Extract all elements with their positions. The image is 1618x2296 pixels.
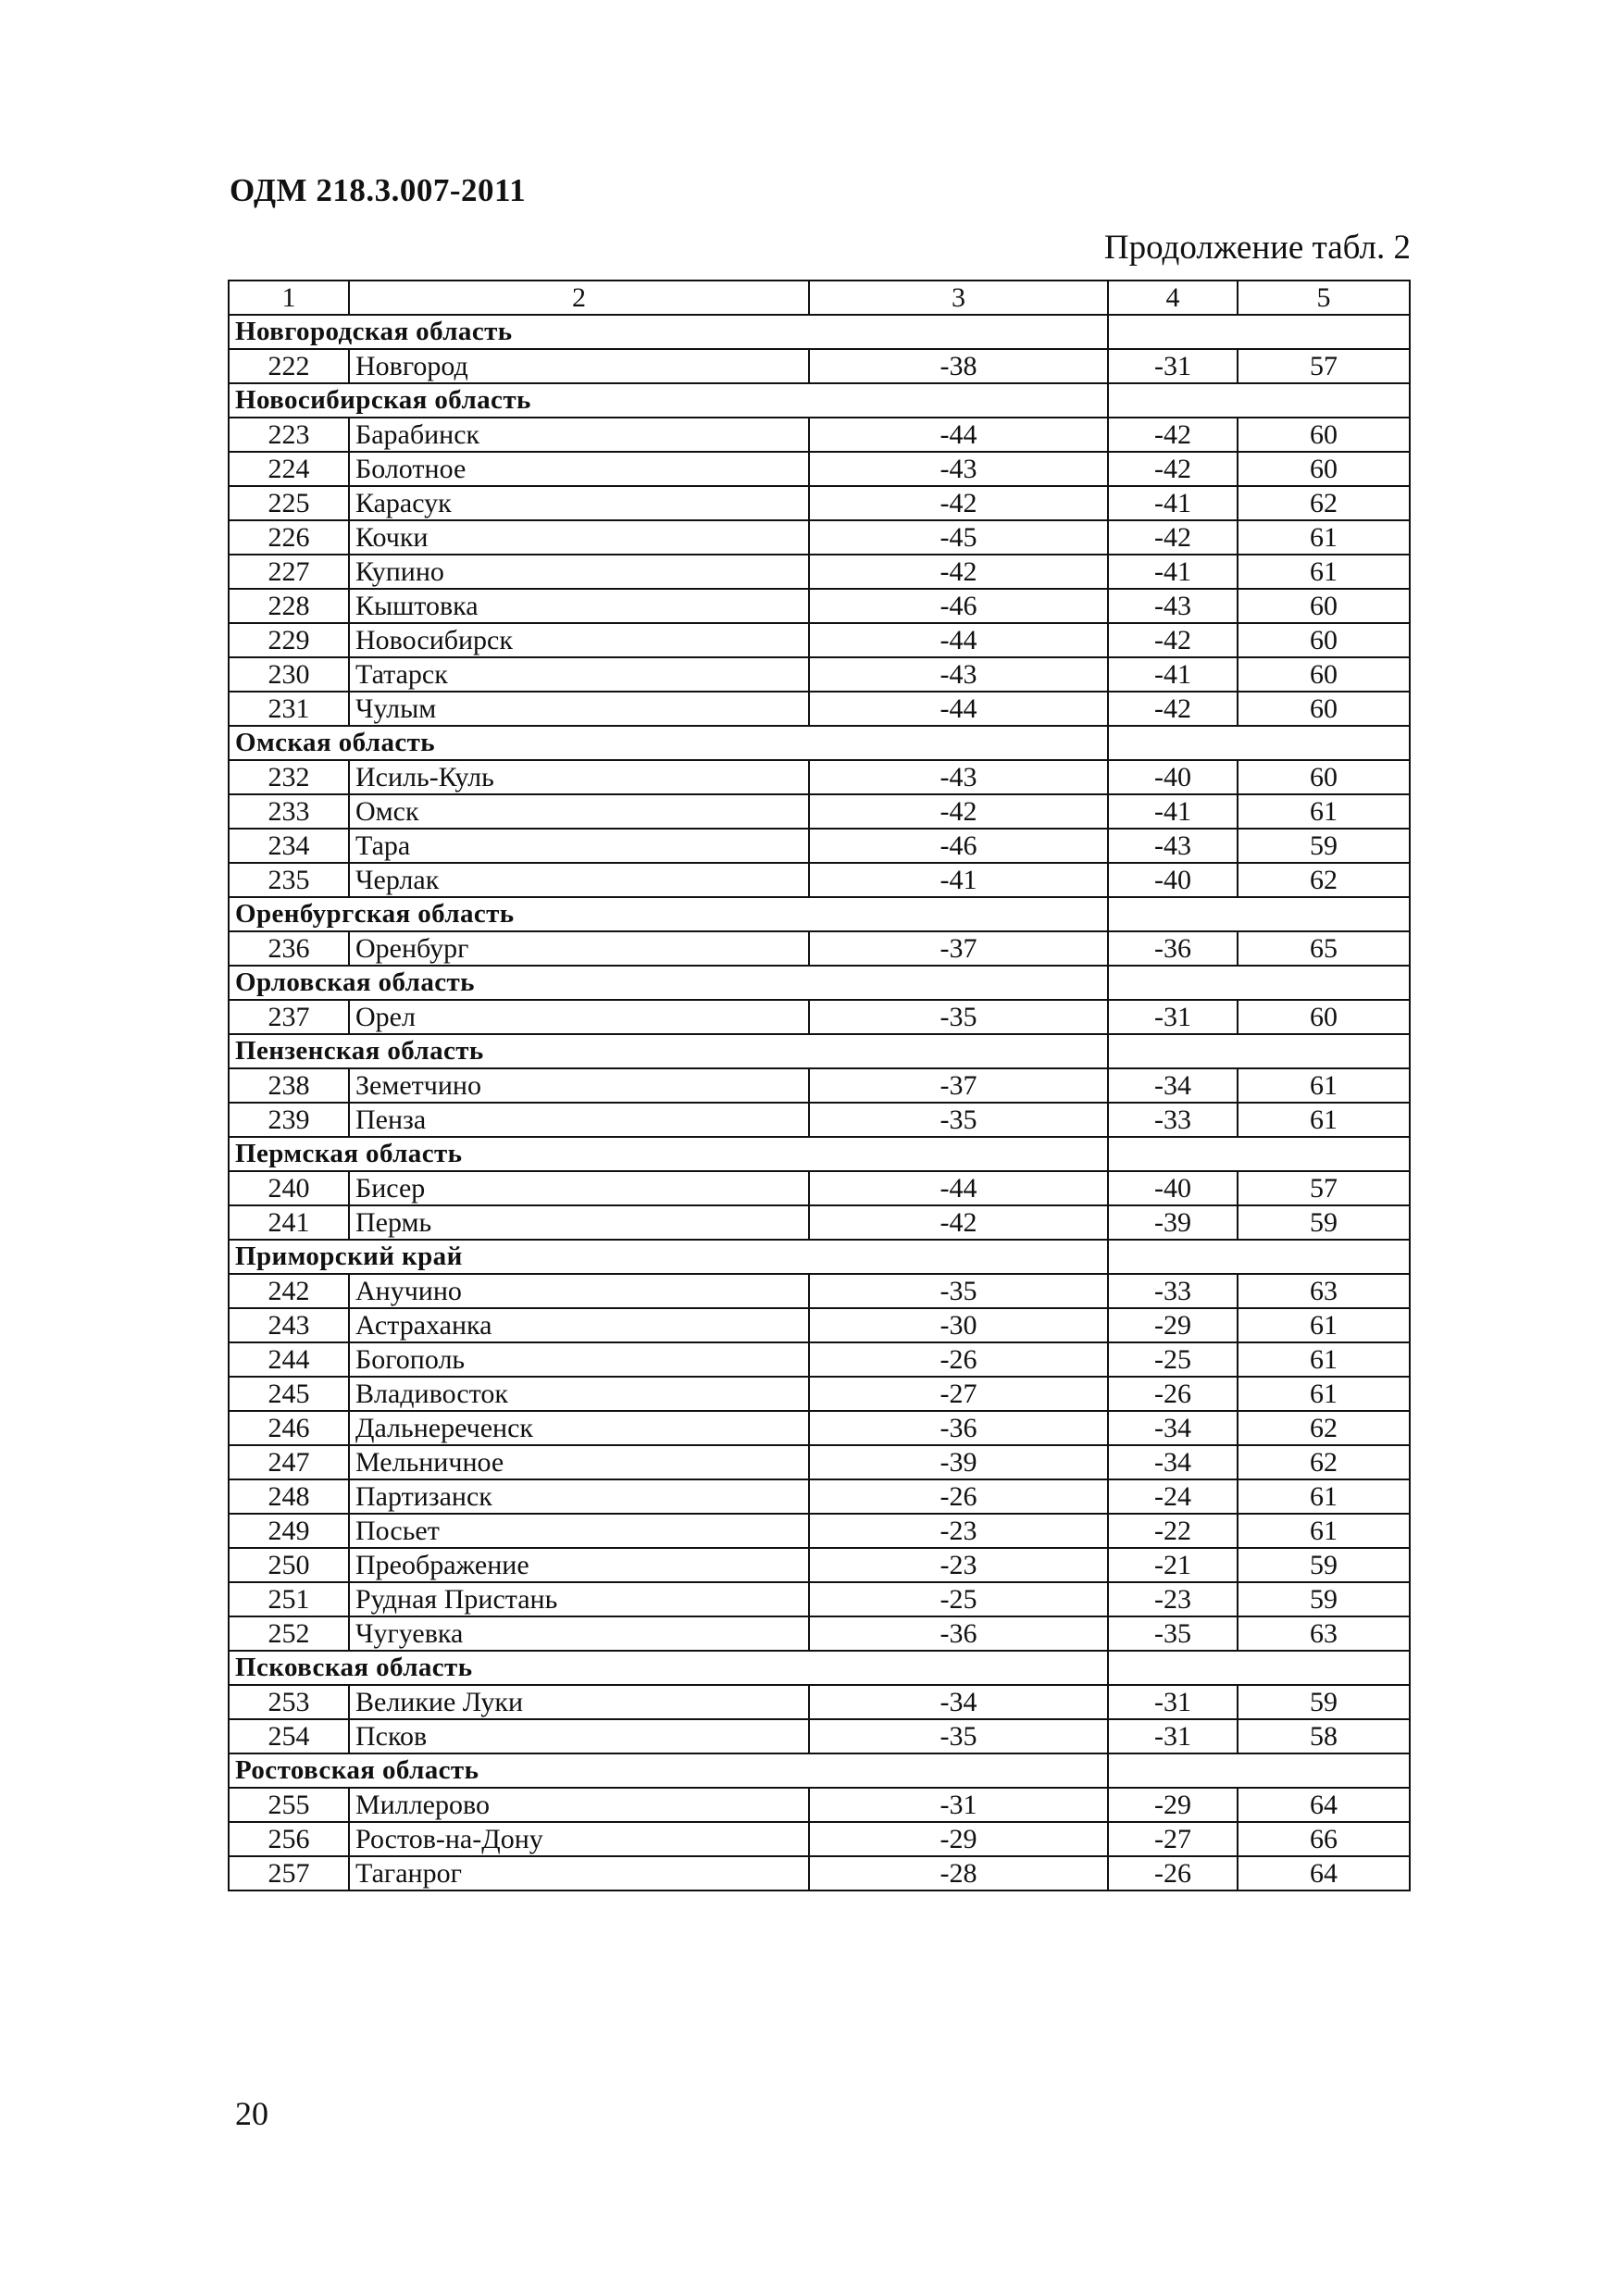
value-col5: 61: [1238, 1308, 1410, 1342]
value-col3: -30: [809, 1308, 1108, 1342]
row-number: 257: [229, 1856, 349, 1890]
table-row: [229, 1103, 1410, 1137]
region-header-row: [229, 315, 1410, 349]
value-col3: -39: [809, 1445, 1108, 1479]
value-col4: -36: [1108, 931, 1238, 966]
value-col3: -43: [809, 760, 1108, 794]
value-col4: -42: [1108, 452, 1238, 486]
region-header-row: [229, 966, 1410, 1000]
value-col3: -42: [809, 486, 1108, 520]
row-number: 252: [229, 1616, 349, 1651]
value-col5: 61: [1238, 1342, 1410, 1377]
station-name: Земетчино: [349, 1068, 809, 1103]
station-name: Таганрог: [349, 1856, 809, 1890]
column-header: 5: [1238, 281, 1410, 315]
region-header-row: [229, 726, 1410, 760]
value-col5: 61: [1238, 794, 1410, 829]
table-row: [229, 486, 1410, 520]
value-col4: -31: [1108, 1719, 1238, 1753]
value-col5: 59: [1238, 1205, 1410, 1240]
station-name: Оренбург: [349, 931, 809, 966]
table-row: [229, 1822, 1410, 1856]
row-number: 249: [229, 1514, 349, 1548]
table-row: [229, 1685, 1410, 1719]
row-number: 243: [229, 1308, 349, 1342]
station-name: Ростов-на-Дону: [349, 1822, 809, 1856]
value-col5: 60: [1238, 760, 1410, 794]
region-name: Новосибирская область: [229, 383, 1108, 418]
value-col5: 60: [1238, 589, 1410, 623]
table-row: [229, 418, 1410, 452]
region-empty-cell: [1108, 897, 1410, 931]
row-number: 246: [229, 1411, 349, 1445]
value-col4: -42: [1108, 692, 1238, 726]
value-col3: -42: [809, 794, 1108, 829]
value-col3: -36: [809, 1616, 1108, 1651]
value-col5: 57: [1238, 1171, 1410, 1205]
table-body: [229, 281, 1410, 1890]
table-row: [229, 349, 1410, 383]
value-col3: -26: [809, 1479, 1108, 1514]
region-name: Ростовская область: [229, 1753, 1108, 1788]
value-col3: -37: [809, 1068, 1108, 1103]
value-col5: 60: [1238, 418, 1410, 452]
station-name: Тара: [349, 829, 809, 863]
region-empty-cell: [1108, 1753, 1410, 1788]
value-col4: -42: [1108, 520, 1238, 555]
table-row: [229, 1582, 1410, 1616]
table-row: [229, 1788, 1410, 1822]
table-row: [229, 1548, 1410, 1582]
table-row: [229, 1616, 1410, 1651]
value-col4: -31: [1108, 1000, 1238, 1034]
value-col5: 57: [1238, 349, 1410, 383]
value-col3: -41: [809, 863, 1108, 897]
row-number: 224: [229, 452, 349, 486]
value-col5: 60: [1238, 623, 1410, 657]
station-name: Омск: [349, 794, 809, 829]
value-col3: -43: [809, 452, 1108, 486]
value-col5: 62: [1238, 1411, 1410, 1445]
value-col3: -44: [809, 418, 1108, 452]
table-row: [229, 1856, 1410, 1890]
value-col5: 61: [1238, 520, 1410, 555]
value-col5: 59: [1238, 829, 1410, 863]
value-col4: -31: [1108, 349, 1238, 383]
row-number: 228: [229, 589, 349, 623]
table-row: [229, 1171, 1410, 1205]
region-name: Псковская область: [229, 1651, 1108, 1685]
station-name: Пермь: [349, 1205, 809, 1240]
value-col3: -37: [809, 931, 1108, 966]
climate-data-table: [228, 280, 1411, 1891]
value-col4: -43: [1108, 589, 1238, 623]
table-row: [229, 555, 1410, 589]
row-number: 226: [229, 520, 349, 555]
station-name: Богополь: [349, 1342, 809, 1377]
table-row: [229, 1068, 1410, 1103]
station-name: Кочки: [349, 520, 809, 555]
row-number: 242: [229, 1274, 349, 1308]
value-col3: -28: [809, 1856, 1108, 1890]
value-col3: -42: [809, 1205, 1108, 1240]
value-col3: -46: [809, 829, 1108, 863]
region-header-row: [229, 897, 1410, 931]
value-col5: 62: [1238, 486, 1410, 520]
region-name: Пермская область: [229, 1137, 1108, 1171]
table-row: [229, 1377, 1410, 1411]
station-name: Чугуевка: [349, 1616, 809, 1651]
station-name: Новосибирск: [349, 623, 809, 657]
row-number: 244: [229, 1342, 349, 1377]
row-number: 225: [229, 486, 349, 520]
row-number: 256: [229, 1822, 349, 1856]
station-name: Миллерово: [349, 1788, 809, 1822]
value-col3: -34: [809, 1685, 1108, 1719]
table-row: [229, 794, 1410, 829]
value-col4: -26: [1108, 1377, 1238, 1411]
value-col5: 60: [1238, 452, 1410, 486]
table-row: [229, 692, 1410, 726]
value-col5: 65: [1238, 931, 1410, 966]
region-empty-cell: [1108, 383, 1410, 418]
station-name: Барабинск: [349, 418, 809, 452]
value-col5: 61: [1238, 1514, 1410, 1548]
row-number: 222: [229, 349, 349, 383]
value-col5: 64: [1238, 1856, 1410, 1890]
row-number: 240: [229, 1171, 349, 1205]
value-col4: -22: [1108, 1514, 1238, 1548]
value-col4: -31: [1108, 1685, 1238, 1719]
value-col3: -23: [809, 1548, 1108, 1582]
region-empty-cell: [1108, 315, 1410, 349]
row-number: 253: [229, 1685, 349, 1719]
station-name: Преображение: [349, 1548, 809, 1582]
region-header-row: [229, 1651, 1410, 1685]
region-empty-cell: [1108, 1034, 1410, 1068]
value-col4: -41: [1108, 794, 1238, 829]
station-name: Пенза: [349, 1103, 809, 1137]
region-empty-cell: [1108, 1137, 1410, 1171]
region-name: Омская область: [229, 726, 1108, 760]
value-col3: -35: [809, 1103, 1108, 1137]
region-header-row: [229, 1137, 1410, 1171]
value-col5: 60: [1238, 692, 1410, 726]
region-empty-cell: [1108, 1240, 1410, 1274]
station-name: Новгород: [349, 349, 809, 383]
value-col3: -35: [809, 1274, 1108, 1308]
value-col5: 66: [1238, 1822, 1410, 1856]
value-col4: -41: [1108, 555, 1238, 589]
row-number: 245: [229, 1377, 349, 1411]
value-col5: 60: [1238, 657, 1410, 692]
column-header-row: [229, 281, 1410, 315]
table-row: [229, 589, 1410, 623]
table-row: [229, 931, 1410, 966]
value-col4: -34: [1108, 1068, 1238, 1103]
value-col3: -31: [809, 1788, 1108, 1822]
value-col4: -23: [1108, 1582, 1238, 1616]
value-col3: -35: [809, 1000, 1108, 1034]
row-number: 250: [229, 1548, 349, 1582]
value-col4: -34: [1108, 1445, 1238, 1479]
page-number: 20: [235, 2095, 268, 2132]
table-row: [229, 1514, 1410, 1548]
row-number: 237: [229, 1000, 349, 1034]
value-col3: -29: [809, 1822, 1108, 1856]
station-name: Чулым: [349, 692, 809, 726]
value-col3: -44: [809, 1171, 1108, 1205]
table-row: [229, 1445, 1410, 1479]
value-col4: -43: [1108, 829, 1238, 863]
value-col4: -41: [1108, 657, 1238, 692]
value-col5: 63: [1238, 1274, 1410, 1308]
value-col5: 59: [1238, 1582, 1410, 1616]
table-row: [229, 1205, 1410, 1240]
value-col5: 59: [1238, 1685, 1410, 1719]
value-col3: -44: [809, 623, 1108, 657]
value-col3: -43: [809, 657, 1108, 692]
region-empty-cell: [1108, 726, 1410, 760]
value-col3: -25: [809, 1582, 1108, 1616]
station-name: Черлак: [349, 863, 809, 897]
value-col5: 60: [1238, 1000, 1410, 1034]
column-header: 4: [1108, 281, 1238, 315]
value-col5: 61: [1238, 1479, 1410, 1514]
row-number: 239: [229, 1103, 349, 1137]
table-row: [229, 1479, 1410, 1514]
value-col3: -38: [809, 349, 1108, 383]
region-empty-cell: [1108, 1651, 1410, 1685]
row-number: 254: [229, 1719, 349, 1753]
station-name: Псков: [349, 1719, 809, 1753]
row-number: 229: [229, 623, 349, 657]
value-col3: -42: [809, 555, 1108, 589]
value-col3: -26: [809, 1342, 1108, 1377]
table-row: [229, 760, 1410, 794]
region-header-row: [229, 1034, 1410, 1068]
row-number: 241: [229, 1205, 349, 1240]
table-row: [229, 1342, 1410, 1377]
row-number: 223: [229, 418, 349, 452]
region-header-row: [229, 1240, 1410, 1274]
row-number: 234: [229, 829, 349, 863]
station-name: Астраханка: [349, 1308, 809, 1342]
region-name: Оренбургская область: [229, 897, 1108, 931]
region-name: Орловская область: [229, 966, 1108, 1000]
value-col4: -39: [1108, 1205, 1238, 1240]
value-col5: 64: [1238, 1788, 1410, 1822]
table-row: [229, 1308, 1410, 1342]
station-name: Купино: [349, 555, 809, 589]
station-name: Исиль-Куль: [349, 760, 809, 794]
value-col3: -44: [809, 692, 1108, 726]
value-col4: -24: [1108, 1479, 1238, 1514]
row-number: 231: [229, 692, 349, 726]
value-col5: 62: [1238, 1445, 1410, 1479]
value-col3: -27: [809, 1377, 1108, 1411]
region-header-row: [229, 383, 1410, 418]
value-col4: -40: [1108, 1171, 1238, 1205]
value-col5: 63: [1238, 1616, 1410, 1651]
table-row: [229, 520, 1410, 555]
table-row: [229, 1274, 1410, 1308]
station-name: Бисер: [349, 1171, 809, 1205]
station-name: Партизанск: [349, 1479, 809, 1514]
value-col5: 61: [1238, 1103, 1410, 1137]
value-col4: -40: [1108, 760, 1238, 794]
value-col3: -36: [809, 1411, 1108, 1445]
station-name: Карасук: [349, 486, 809, 520]
column-header: 2: [349, 281, 809, 315]
row-number: 233: [229, 794, 349, 829]
row-number: 236: [229, 931, 349, 966]
row-number: 230: [229, 657, 349, 692]
table-row: [229, 623, 1410, 657]
document-code: ОДМ 218.3.007-2011: [230, 172, 527, 208]
table-row: [229, 863, 1410, 897]
value-col4: -34: [1108, 1411, 1238, 1445]
value-col3: -46: [809, 589, 1108, 623]
table-row: [229, 452, 1410, 486]
column-header: 3: [809, 281, 1108, 315]
value-col5: 59: [1238, 1548, 1410, 1582]
station-name: Болотное: [349, 452, 809, 486]
value-col4: -21: [1108, 1548, 1238, 1582]
station-name: Великие Луки: [349, 1685, 809, 1719]
value-col4: -33: [1108, 1103, 1238, 1137]
value-col5: 61: [1238, 555, 1410, 589]
row-number: 255: [229, 1788, 349, 1822]
region-name: Пензенская область: [229, 1034, 1108, 1068]
value-col3: -45: [809, 520, 1108, 555]
value-col3: -23: [809, 1514, 1108, 1548]
row-number: 247: [229, 1445, 349, 1479]
value-col3: -35: [809, 1719, 1108, 1753]
row-number: 232: [229, 760, 349, 794]
region-header-row: [229, 1753, 1410, 1788]
value-col4: -26: [1108, 1856, 1238, 1890]
value-col4: -29: [1108, 1788, 1238, 1822]
station-name: Рудная Пристань: [349, 1582, 809, 1616]
station-name: Мельничное: [349, 1445, 809, 1479]
value-col4: -42: [1108, 623, 1238, 657]
value-col4: -41: [1108, 486, 1238, 520]
region-empty-cell: [1108, 966, 1410, 1000]
station-name: Посьет: [349, 1514, 809, 1548]
region-name: Новгородская область: [229, 315, 1108, 349]
row-number: 227: [229, 555, 349, 589]
station-name: Дальнереченск: [349, 1411, 809, 1445]
value-col4: -25: [1108, 1342, 1238, 1377]
region-name: Приморский край: [229, 1240, 1108, 1274]
station-name: Орел: [349, 1000, 809, 1034]
row-number: 238: [229, 1068, 349, 1103]
value-col5: 58: [1238, 1719, 1410, 1753]
value-col4: -33: [1108, 1274, 1238, 1308]
value-col4: -29: [1108, 1308, 1238, 1342]
value-col5: 62: [1238, 863, 1410, 897]
table-row: [229, 829, 1410, 863]
value-col4: -40: [1108, 863, 1238, 897]
table-continuation-label: Продолжение табл. 2: [1103, 229, 1411, 267]
table-row: [229, 1000, 1410, 1034]
station-name: Татарск: [349, 657, 809, 692]
value-col4: -35: [1108, 1616, 1238, 1651]
table-row: [229, 1719, 1410, 1753]
value-col5: 61: [1238, 1068, 1410, 1103]
column-header: 1: [229, 281, 349, 315]
station-name: Кыштовка: [349, 589, 809, 623]
station-name: Владивосток: [349, 1377, 809, 1411]
value-col5: 61: [1238, 1377, 1410, 1411]
table-row: [229, 1411, 1410, 1445]
row-number: 248: [229, 1479, 349, 1514]
value-col4: -27: [1108, 1822, 1238, 1856]
row-number: 251: [229, 1582, 349, 1616]
table-row: [229, 657, 1410, 692]
station-name: Анучино: [349, 1274, 809, 1308]
value-col4: -42: [1108, 418, 1238, 452]
row-number: 235: [229, 863, 349, 897]
